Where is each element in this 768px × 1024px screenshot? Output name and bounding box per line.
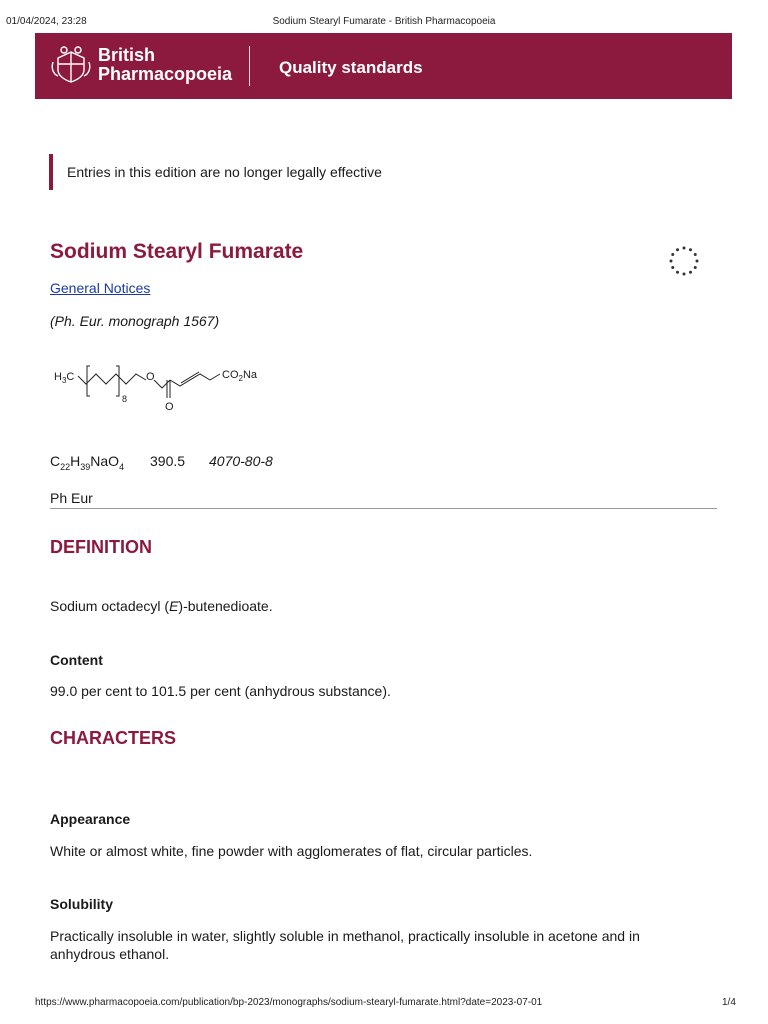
formula-rest: NaO xyxy=(90,453,120,469)
divider xyxy=(50,508,717,509)
quality-standards-link[interactable]: Quality standards xyxy=(279,58,423,77)
ph-eur-label: Ph Eur xyxy=(50,490,93,506)
page-number: 1/4 xyxy=(722,997,736,1008)
print-datetime: 01/04/2024, 23:28 xyxy=(6,16,87,27)
definition-heading: DEFINITION xyxy=(50,537,152,557)
molecular-formula xyxy=(50,453,124,472)
definition-text-italic: E xyxy=(169,598,179,614)
print-page-title: Sodium Stearyl Fumarate - British Pharmacopoeia xyxy=(272,16,496,27)
svg-text:CO2Na: $CO_2Na$ xyxy=(222,369,258,383)
formula-h-count: 39 xyxy=(80,461,91,472)
page-title: Sodium Stearyl Fumarate xyxy=(50,240,304,263)
repeat-count-label: 8 xyxy=(122,394,128,404)
footer-url[interactable]: https://www.pharmacopoeia.com/publication/bp-2023/monographs/sodium-stearyl-fumarate.html?date=2023-07-01 xyxy=(35,997,543,1008)
carbonyl-oxygen-label: O xyxy=(165,401,174,413)
solubility-heading: Solubility xyxy=(50,896,113,912)
definition-text-post: )-butenedioate. xyxy=(178,598,273,614)
formula-h: H xyxy=(70,453,81,469)
molecular-weight: 390.5 xyxy=(150,453,186,469)
content-heading: Content xyxy=(50,652,103,668)
brand-line1: British xyxy=(98,45,156,65)
brand-line2: Pharmacopoeia xyxy=(98,64,233,84)
solubility-text-line2: anhydrous ethanol. xyxy=(50,946,170,962)
formula-c-count: 22 xyxy=(60,461,71,472)
ph-eur-monograph-ref: (Ph. Eur. monograph 1567) xyxy=(50,313,220,329)
edition-notice: Entries in this edition are no longer legally effective xyxy=(67,164,382,180)
banner-divider xyxy=(249,46,250,86)
structural-formula xyxy=(50,352,280,418)
appearance-heading: Appearance xyxy=(50,811,131,827)
formula-o-count: 4 xyxy=(119,461,125,472)
characters-heading: CHARACTERS xyxy=(50,728,176,748)
general-notices-link[interactable]: General Notices xyxy=(50,280,151,296)
solubility-text-line1: Practically insoluble in water, slightly soluble in methanol, practically insoluble in acetone and in xyxy=(50,928,640,944)
ether-oxygen-label: O xyxy=(146,371,155,383)
crest-icon[interactable] xyxy=(50,44,92,86)
svg-text:H3C: $H_3C$ xyxy=(54,371,75,385)
appearance-text: White or almost white, fine powder with agglomerates of flat, circular particles. xyxy=(50,843,533,859)
definition-text xyxy=(50,598,273,614)
cas-number: 4070-80-8 xyxy=(209,453,273,469)
brand-logo[interactable] xyxy=(98,46,232,84)
notice-accent-bar xyxy=(49,154,53,190)
eu-stars-icon xyxy=(666,243,702,279)
content-text: 99.0 per cent to 101.5 per cent (anhydrous substance). xyxy=(50,683,391,699)
formula-c: C xyxy=(50,453,61,469)
definition-text-pre: Sodium octadecyl ( xyxy=(50,598,170,614)
